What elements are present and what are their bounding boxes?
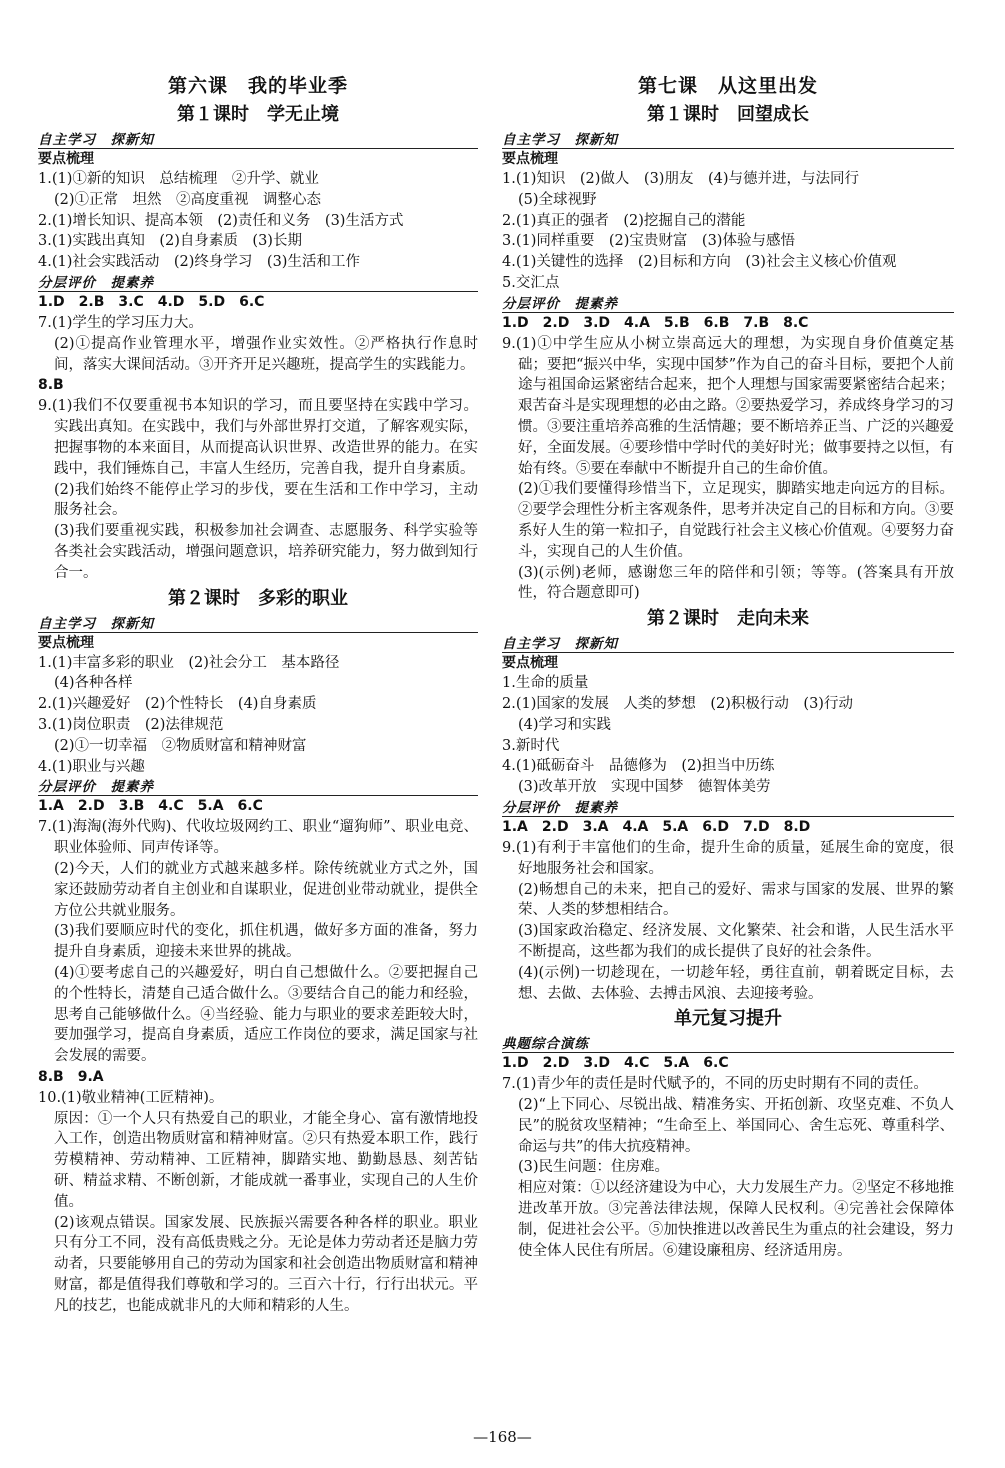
answer-line: 9.(1)①中学生应从小树立崇高远大的理想，为实现自身价值奠定基础；要把“振兴中华，实现中国梦”作为自己的奋斗目标，要把个人前途与祖国命运紧密结合起来，把个人理想与国家需要紧密结合起来；艰苦奋斗是实现理想的必由之路。②要热爱学习，养成终身学习的习惯。③要注重培养高雅的生活情趣；要不断培养正当、广泛的兴趣爱好，全面发展。④要珍惜中学时代的美好时光；做事要持之以恒，有始有终。⑤要在奉献中不断提升自己的生命价值。 bbox=[502, 335, 954, 477]
lesson-subtitle: 第１课时 回望成长 bbox=[647, 104, 809, 125]
answer-line: 1.(1)①新的知识 总结梳理 ②升学、就业 bbox=[38, 171, 319, 187]
section-tag: 自主学习 探新知 bbox=[502, 130, 954, 149]
answer-line: 3.(1)实践出真知 (2)自身素质 (3)长期 bbox=[38, 233, 302, 250]
answer-line: (2)①我们要懂得珍惜当下，立足现实，脚踏实地走向远方的目标。②要学会理性分析主客观条件，思考并决定自己的目标和方向。③要系好人生的第一粒扣子，自觉践行社会主义核心价值观。④要努力奋斗，实现自己的人生价值。 bbox=[518, 481, 954, 560]
choice-answers: 8.B bbox=[38, 377, 64, 394]
answer-line: 7.(1)学生的学习压力大。 bbox=[38, 314, 203, 331]
section-heading: 要点梳理 bbox=[38, 151, 94, 167]
choice-answers: 1.D 2.D 3.D 4.C 5.A 6.C bbox=[502, 1055, 729, 1072]
section-tag: 分层评价 提素养 bbox=[38, 273, 478, 292]
left-column bbox=[38, 72, 478, 1317]
answer-line: 4.(1)关键性的选择 (2)目标和方向 (3)社会主义核心价值观 bbox=[502, 254, 897, 271]
answer-line: (3)国家政治稳定、经济发展、文化繁荣、社会和谐，人民生活水平不断提高，这些都为我们的成长提供了良好的社会条件。 bbox=[518, 923, 954, 960]
page-number: —168— bbox=[473, 1428, 532, 1446]
answer-line: 3.(1)岗位职责 (2)法律规范 bbox=[38, 716, 224, 733]
section-heading: 要点梳理 bbox=[502, 655, 558, 672]
choice-answers: 1.A 2.D 3.B 4.C 5.A 6.C bbox=[38, 798, 263, 815]
answer-line: (4)学习和实践 bbox=[518, 716, 612, 733]
section-tag: 自主学习 探新知 bbox=[38, 130, 478, 149]
section-heading: 要点梳理 bbox=[38, 634, 94, 651]
answer-line: 9.(1)有利于丰富他们的生命，提升生命的质量，延展生命的宽度，很好地服务社会和国家。 bbox=[502, 839, 954, 877]
lesson-title: 第六课 我的毕业季 bbox=[167, 75, 348, 97]
answer-line: 7.(1)青少年的责任是时代赋予的，不同的历史时期有不同的责任。 bbox=[502, 1076, 928, 1093]
answer-line: 2.(1)增长知识、提高本领 (2)责任和义务 (3)生活方式 bbox=[38, 212, 404, 229]
answer-line: 10.(1)敬业精神(工匠精神)。 bbox=[38, 1089, 224, 1106]
choice-answers: 1.D 2.D 3.D 4.A 5.B 6.B 7.B 8.C bbox=[502, 314, 809, 331]
answer-line: 9.(1)我们不仅要重视书本知识的学习，而且要坚持在实践中学习。实践出真知。在实践中，我们与外部世界打交道，了解客观实际，把握事物的本来面目，从而提高认识世界、改造世界的能力。在实践中，我们锤炼自己，丰富人生经历，完善自我，提升自身素质。 bbox=[38, 398, 478, 477]
answer-line: 2.(1)国家的发展 人类的梦想 (2)积极行动 (3)行动 bbox=[502, 695, 853, 712]
choice-answers: 1.D 2.B 3.C 4.D 5.D 6.C bbox=[38, 293, 265, 310]
section-tag: 分层评价 提素养 bbox=[502, 294, 954, 313]
answer-line: (2)①正常 坦然 ②高度重视 调整心态 bbox=[54, 191, 322, 208]
answer-line: 7.(1)海淘(海外代购)、代收垃圾网约工、职业“遛狗师”、职业电竞、职业体验师、同声传译等。 bbox=[38, 819, 478, 857]
section-heading: 要点梳理 bbox=[502, 151, 558, 167]
answer-line: (5)全球视野 bbox=[518, 191, 597, 208]
choice-answers: 8.B 9.A bbox=[38, 1068, 104, 1085]
lesson-subtitle: 第２课时 走向未来 bbox=[647, 608, 809, 630]
answer-line: (3)(示例)老师，感谢您三年的陪伴和引领；等等。(答案具有开放性，符合题意即可) bbox=[518, 564, 954, 602]
answer-line: (4)(示例)一切趁现在，一切趁年轻，勇往直前，朝着既定目标，去想、去做、去体验、去搏击风浪、去迎接考验。 bbox=[518, 964, 954, 1002]
answer-line: (2)“上下同心、尽锐出战、精准务实、开拓创新、攻坚克难、不负人民”的脱贫攻坚精神；“生命至上、举国同心、舍生忘死、尊重科学、命运与共”的伟大抗疫精神。 bbox=[518, 1097, 954, 1155]
answer-line: 4.(1)砥砺奋斗 品德修为 (2)担当中历练 bbox=[502, 758, 775, 775]
answer-line: (2)畅想自己的未来，把自己的爱好、需求与国家的发展、世界的繁荣、人类的梦想相结合。 bbox=[518, 881, 954, 919]
answer-line: 5.交汇点 bbox=[502, 274, 560, 291]
answer-line: 原因：①一个人只有热爱自己的职业，才能全身心、富有激情地投入工作，创造出物质财富和精神财富。②只有热爱本职工作，践行劳模精神、劳动精神、工匠精神，脚踏实地、勤勤恳恳、刻苦钻研、精益求精、不断创新，才能成就一番事业，实现自己的人生价值。 bbox=[54, 1110, 478, 1210]
choice-answers: 1.A 2.D 3.A 4.A 5.A 6.D 7.D 8.D bbox=[502, 818, 811, 835]
right-column bbox=[502, 72, 954, 1261]
answer-line: 4.(1)社会实践活动 (2)终身学习 (3)生活和工作 bbox=[38, 254, 360, 271]
answer-line: (4)①要考虑自己的兴趣爱好，明白自己想做什么。②要把握自己的个性特长，清楚自己适合做什么。③要结合自己的能力和经验，思考自己能够做什么。④当经验、能力与职业的要求差距较大时，要加强学习，提高自身素质，适应工作岗位的要求，满足国家与社会发展的需要。 bbox=[54, 964, 478, 1065]
answer-line: 1.(1)丰富多彩的职业 (2)社会分工 基本路径 bbox=[38, 654, 340, 671]
answer-line: 2.(1)兴趣爱好 (2)个性特长 (4)自身素质 bbox=[38, 696, 317, 713]
answer-line: (2)①提高作业管理水平，增强作业实效性。②严格执行作息时间，落实大课间活动。③开齐开足兴趣班，提高学生的实践能力。 bbox=[54, 335, 478, 373]
answer-line: 1.生命的质量 bbox=[502, 675, 589, 692]
unit-review-title: 单元复习提升 bbox=[674, 1008, 782, 1030]
lesson-title: 第七课 从这里出发 bbox=[637, 75, 818, 97]
section-tag: 分层评价 提素养 bbox=[38, 777, 478, 796]
answer-line: 相应对策：①以经济建设为中心，大力发展生产力。②坚定不移地推进改革开放。③完善法律法规，保障人民权利。④完善社会保障体制，促进社会公平。⑤加快推进以改善民生为重点的社会建设，努力使全体人民住有所居。⑥建设廉租房、经济适用房。 bbox=[518, 1180, 954, 1259]
answer-line: 4.(1)职业与兴趣 bbox=[38, 758, 145, 775]
answer-line: 3.(1)同样重要 (2)宝贵财富 (3)体验与感悟 bbox=[502, 233, 795, 250]
answer-line: (3)民生问题：住房难。 bbox=[518, 1159, 670, 1176]
section-tag: 自主学习 探新知 bbox=[38, 614, 478, 633]
answer-line: 1.(1)知识 (2)做人 (3)朋友 (4)与德并进，与法同行 bbox=[502, 171, 859, 187]
lesson-subtitle: 第１课时 学无止境 bbox=[177, 104, 339, 125]
answer-line: (3)改革开放 实现中国梦 德智体美劳 bbox=[518, 779, 771, 796]
section-tag: 分层评价 提素养 bbox=[502, 798, 954, 817]
answer-line: (2)我们始终不能停止学习的步伐，要在生活和工作中学习，主动服务社会。 bbox=[54, 481, 478, 519]
section-tag: 自主学习 探新知 bbox=[502, 634, 954, 653]
lesson-subtitle: 第２课时 多彩的职业 bbox=[168, 587, 348, 609]
section-tag: 典题综合演练 bbox=[502, 1034, 954, 1053]
answer-line: (2)该观点错误。国家发展、民族振兴需要各种各样的职业。职业只有分工不同，没有高低贵贱之分。无论是体力劳动者还是脑力劳动者，只要能够用自己的劳动为国家和社会创造出物质财富和精神财富，都是值得我们尊敬和学习的。三百六十行，行行出状元。平凡的技艺，也能成就非凡的大师和精彩的人生。 bbox=[54, 1214, 478, 1314]
answer-line: 3.新时代 bbox=[502, 737, 560, 754]
answer-line: (4)各种各样 bbox=[54, 675, 133, 692]
answer-line: (2)①一切幸福 ②物质财富和精神财富 bbox=[54, 737, 307, 754]
answer-line: 2.(1)真正的强者 (2)挖掘自己的潜能 bbox=[502, 212, 746, 229]
answer-line: (3)我们要顺应时代的变化，抓住机遇，做好多方面的准备，努力提升自身素质，迎接未来世界的挑战。 bbox=[54, 923, 478, 961]
answer-line: (2)今天，人们的就业方式越来越多样。除传统就业方式之外，国家还鼓励劳动者自主创业和自谋职业，促进创业带动就业，提供全方位公共就业服务。 bbox=[54, 860, 478, 919]
answer-line: (3)我们要重视实践，积极参加社会调查、志愿服务、科学实验等各类社会实践活动，增强问题意识，培养研究能力，努力做到知行合一。 bbox=[54, 523, 478, 581]
